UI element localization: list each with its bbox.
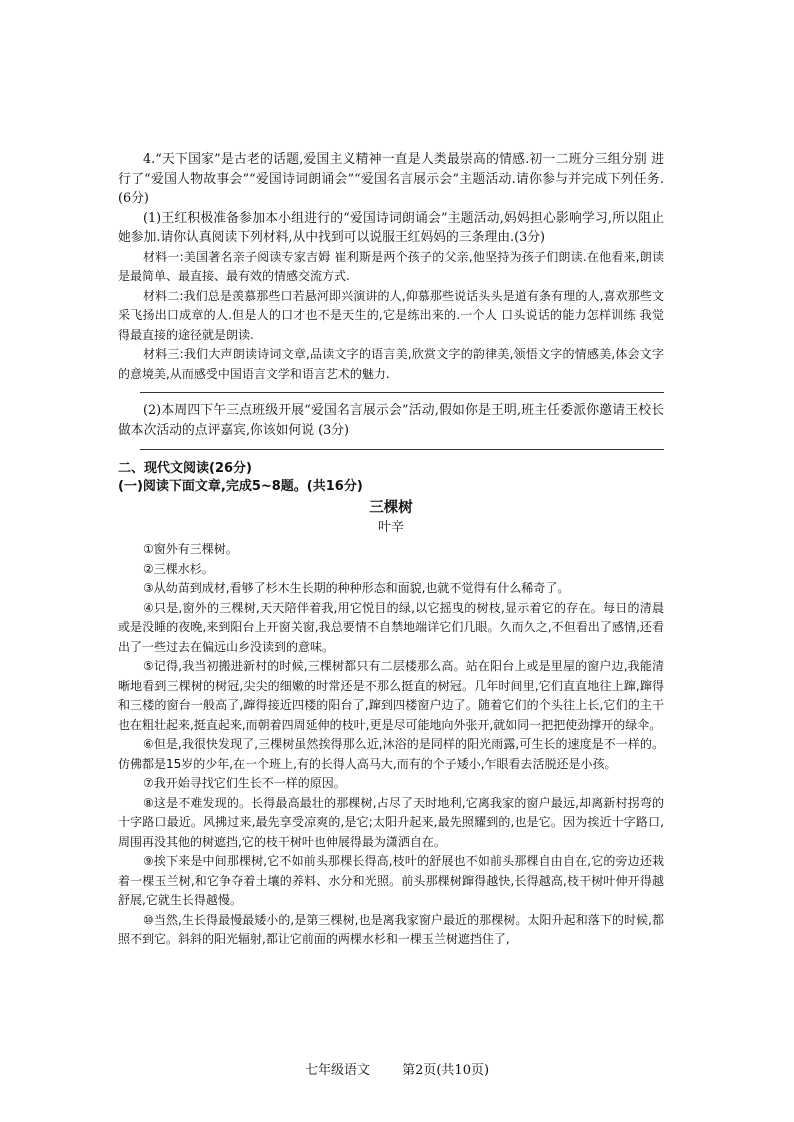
article-title: 三棵树 (369, 500, 413, 516)
section-heading: 二、现代文阅读(26分) (118, 461, 252, 476)
paragraph: ⑦我开始寻找它们生长不一样的原因。 (143, 776, 346, 790)
page-content (118, 150, 664, 950)
paragraph: ①窗外有三棵树。 (143, 542, 238, 556)
paragraph: ⑧这是不难发现的。长得最高最壮的那棵树,占尽了天时地利,它离我家的窗户最远,却离新村拐弯的十字路口最近。风拂过来,最先享受凉爽的,是它;太阳升起来,最先照耀到的,也是它。因为挨近十字路口,周围再没其他的树遮挡,它的枝干树叶也伸展得最为潇洒自在。 (118, 795, 664, 849)
paragraph: ⑩当然,生长得最慢最矮小的,是第三棵树,也是离我家窗户最近的那棵树。太阳升起和落下的时候,都照不到它。斜斜的阳光辐射,都让它前面的两棵水杉和一棵玉兰树遮挡住了, (118, 912, 664, 946)
article-author: 叶辛 (377, 520, 404, 535)
paragraph: ⑨挨下来是中间那棵树,它不如前头那棵长得高,枝叶的舒展也不如前头那棵自由自在,它的旁边还栽着一棵玉兰树,和它争夺着土壤的养料、水分和光照。前头那棵树蹿得越快,长得越高,枝干树叶伸开得越舒展,它就生长得越慢。 (118, 854, 664, 907)
answer-line-2[interactable] (140, 449, 664, 450)
answer-line-1[interactable] (140, 392, 664, 393)
part-heading: (一)阅读下面文章,完成5~8题。(共16分) (118, 479, 363, 494)
material-3: 材料三:我们大声朗读诗词文章,品读文字的语言美,欣赏文字的韵律美,领悟文字的情感美,体会文字的意境美,从而感受中国语言文学和语言艺术的魅力. (118, 347, 664, 381)
paragraph: ⑥但是,我很快发现了,三棵树虽然挨得那么近,沐浴的是同样的阳光雨露,可生长的速度是不一样的。仿佛都是15岁的少年,在一个班上,有的长得人高马大,而有的个子矮小,乍眼看去活脱还是小孩。 (118, 737, 664, 771)
question-4-intro: 4.“天下国家”是古老的话题,爱国主义精神一直是人类最崇高的情感.初一二班分三组分别 进行了“爱国人物故事会”“爱国诗词朗诵会”“爱国名言展示会”主题活动.请你参与并完成下列任务.(6分) (118, 152, 664, 206)
paragraph: ③从幼苗到成材,看够了杉木生长期的种种形态和面貌,也就不觉得有什么稀奇了。 (143, 581, 570, 595)
question-4-part-2: (2)本周四下午三点班级开展“爱国名言展示会”活动,假如你是王明,班主任委派你邀请王校长做本次活动的点评嘉宾,你该如何说 (3分) (118, 403, 664, 438)
footer-page-number: 第2页(共10页) (402, 1063, 490, 1078)
question-4-part-1: (1)王红积极准备参加本小组进行的“爱国诗词朗诵会”主题活动,妈妈担心影响学习,所以阻止她参加.请你认真阅读下列材料,从中找到可以说服王红妈妈的三条理由.(3分) (118, 210, 664, 245)
material-1: 材料一:美国著名亲子阅读专家吉姆 崔利斯是两个孩子的父亲,他坚持为孩子们朗读.在他看来,朗读是最简单、最直接、最有效的情感交流方式. (118, 249, 664, 283)
page-footer (0, 1059, 794, 1078)
paragraph: ④只是,窗外的三棵树,天天陪伴着我,用它悦目的绿,以它摇曳的树枝,显示着它的存在。每日的清晨或是没睡的夜晚,来到阳台上开窗关窗,我总要情不自禁地端详它们几眼。久而久之,不但看出了感情,还看出了一些过去在偏远山乡没读到的意味。 (118, 600, 664, 654)
footer-subject: 七年级语文 (304, 1063, 370, 1078)
paragraph: ⑤记得,我当初搬进新村的时候,三棵树都只有二层楼那么高。站在阳台上或是里屋的窗户边,我能清晰地看到三棵树的树冠,尖尖的细嫩的时常还是不那么挺直的树冠。几年时间里,它们直直地往上蹿,蹿得和三楼的窗台一般高了,蹿得接近四楼的阳台了,蹿到四楼窗户边了。随着它们的个头往上长,它们的主干也在粗壮起来,挺直起来,而朝着四周延伸的枝叶,更是尽可能地向外张开,就如同一把把使劲撑开的绿伞。 (118, 659, 664, 732)
paragraph: ②三棵水杉。 (143, 561, 214, 576)
material-2: 材料二:我们总是羡慕那些口若悬河即兴演讲的人,仰慕那些说话头头是道有条有理的人,喜欢那些文采飞扬出口成章的人.但是人的口才也不是天生的,它是练出来的.一个人 口头说话的能力怎样训练 我觉得最直接的途径就是朗读. (118, 288, 664, 342)
article-body (118, 540, 664, 950)
